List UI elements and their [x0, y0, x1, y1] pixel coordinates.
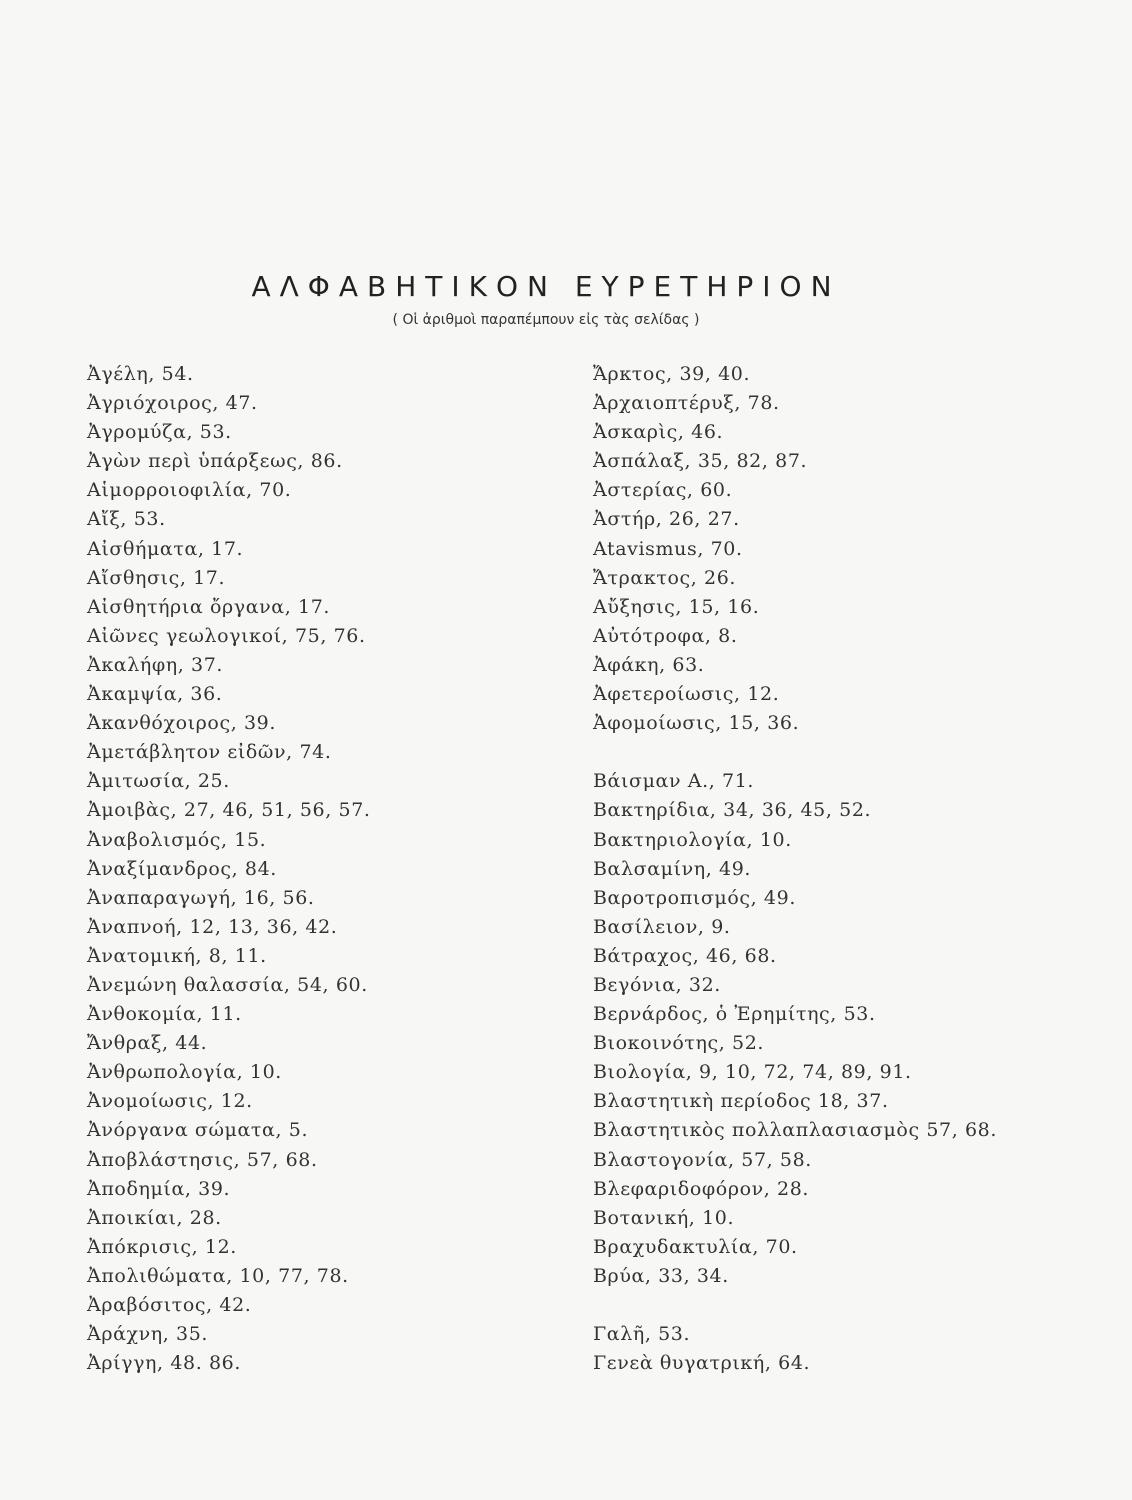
index-entry: Ἀνθρωπολογία, 10.	[87, 1061, 282, 1084]
index-entry: Αἰσθητήρια ὄργανα, 17.	[87, 595, 331, 618]
index-column-right	[593, 360, 1063, 1378]
index-entry: Βιολογία, 9, 10, 72, 74, 89, 91.	[593, 1061, 912, 1084]
index-entry: Βαλσαμίνη, 49.	[593, 857, 752, 880]
index-entry: Ἀγὼν περὶ ὑπάρξεως, 86.	[87, 450, 343, 473]
index-column-left	[87, 360, 547, 1378]
index-entry: Αὔξησις, 15, 16.	[593, 595, 760, 618]
index-entry: Ἀσπάλαξ, 35, 82, 87.	[593, 450, 808, 473]
index-entry: Βακτηρίδια, 34, 36, 45, 52.	[593, 799, 872, 822]
index-entry: Βλαστητικὴ περίοδος 18, 37.	[593, 1090, 889, 1113]
index-entry: Ἀκανθόχοιρος, 39.	[87, 712, 277, 735]
index-entry: Ἀγέλη, 54.	[87, 363, 194, 385]
index-entry: Ἀναπαραγωγή, 16, 56.	[87, 886, 315, 909]
index-entry: Ἀσκαρὶς, 46.	[593, 421, 724, 444]
section-gap	[593, 1291, 1063, 1320]
index-entry: Γενεὰ θυγατρική, 64.	[593, 1352, 811, 1375]
index-entry: Ἀνεμώνη θαλασσία, 54, 60.	[87, 973, 368, 996]
index-entry: Ἀπόκρισις, 12.	[87, 1235, 237, 1258]
index-entry: Αἴσθησις, 17.	[87, 566, 226, 589]
index-entry: Ἀνομοίωσις, 12.	[87, 1090, 253, 1113]
index-entry: Βλαστογονία, 57, 58.	[593, 1148, 812, 1171]
index-entry: Ἀρίγγη, 48. 86.	[87, 1352, 241, 1375]
index-entry: Αἴξ, 53.	[87, 508, 166, 531]
index-entry: Ἄτρακτος, 26.	[593, 566, 737, 589]
index-entry: Βάτραχος, 46, 68.	[593, 944, 777, 967]
index-entry: Ἀστερίας, 60.	[593, 479, 733, 502]
index-entry: Ἀγρομύζα, 53.	[87, 421, 232, 444]
section-gap	[593, 738, 1063, 767]
index-entry: Αἰσθήματα, 17.	[87, 537, 244, 560]
index-entry: Ἀμοιβὰς, 27, 46, 51, 56, 57.	[87, 799, 371, 822]
index-entry: Βραχυδακτυλία, 70.	[593, 1235, 798, 1258]
index-entry: Ἀποβλάστησις, 57, 68.	[87, 1148, 318, 1171]
index-entry: Ἀνατομική, 8, 11.	[87, 944, 267, 967]
index-entry: Ἀράχνη, 35.	[87, 1323, 209, 1346]
index-entry: Βλεφαριδοφόρον, 28.	[593, 1177, 810, 1200]
index-entry: Βοτανική, 10.	[593, 1206, 735, 1229]
index-entry: Βρύα, 33, 34.	[593, 1264, 729, 1287]
index-entry: Ἀποικίαι, 28.	[87, 1206, 222, 1229]
index-entry: Ἀραβόσιτος, 42.	[87, 1294, 252, 1316]
index-entry: Βαροτροπισμός, 49.	[593, 886, 796, 909]
index-entry: Βακτηριολογία, 10.	[593, 828, 792, 851]
index-entry: Ἀφάκη, 63.	[593, 653, 705, 676]
index-entry: Βεγόνια, 32.	[593, 973, 721, 996]
index-entry: Ἀναπνοή, 12, 13, 36, 42.	[87, 915, 338, 938]
index-entry: Ἀποδημία, 39.	[87, 1177, 231, 1200]
index-entry: Ἀναβολισμός, 15.	[87, 828, 267, 851]
index-entry: Ἀκαλήφη, 37.	[87, 653, 224, 676]
index-entry: Ἀναξίμανδρος, 84.	[87, 857, 277, 880]
index-entry: Γαλῆ, 53.	[593, 1323, 691, 1346]
index-entry: Ἄνθραξ, 44.	[87, 1032, 208, 1055]
page-title: ΑΛΦΑΒΗΤΙΚΟΝ ΕΥΡΕΤΗΡΙΟΝ	[251, 270, 841, 303]
index-entry: Ἄρκτος, 39, 40.	[593, 363, 751, 385]
index-entry: Αἱμορροιοφιλία, 70.	[87, 479, 292, 502]
index-entry: Ἀγριόχοιρος, 47.	[87, 392, 258, 415]
index-entry: Ἀνθοκομία, 11.	[87, 1003, 242, 1026]
index-entry: Ἀρχαιοπτέρυξ, 78.	[593, 392, 780, 415]
index-entry: Αἰῶνες γεωλογικοί, 75, 76.	[87, 624, 366, 647]
index-entry: Βερνάρδος, ὁ Ἐρημίτης, 53.	[593, 1003, 876, 1026]
index-entry: Ἀφομοίωσις, 15, 36.	[593, 712, 800, 735]
index-entry: Atavismus, 70.	[593, 537, 743, 560]
index-entry: Ἀκαμψία, 36.	[87, 683, 223, 706]
page-subtitle: ( Οἱ ἀριθμοὶ παραπέμπουν εἰς τὰς σελίδας )	[392, 312, 700, 328]
index-entry: Ἀνόργανα σώματα, 5.	[87, 1119, 309, 1142]
index-entry: Ἀφετεροίωσις, 12.	[593, 683, 780, 706]
index-entry: Βιοκοινότης, 52.	[593, 1032, 765, 1055]
index-entry: Αὐτότροφα, 8.	[593, 624, 738, 647]
index-entry: Ἀμετάβλητον εἰδῶν, 74.	[87, 741, 332, 764]
index-entry: Βασίλειον, 9.	[593, 915, 731, 938]
index-entry: Βλαστητικὸς πολλαπλασιασμὸς 57, 68.	[593, 1119, 998, 1142]
index-entry: Βάισμαν Α., 71.	[593, 770, 755, 793]
index-entry: Ἀπολιθώματα, 10, 77, 78.	[87, 1264, 349, 1287]
index-entry: Ἀστήρ, 26, 27.	[593, 508, 740, 531]
index-entry: Ἀμιτωσία, 25.	[87, 770, 230, 793]
